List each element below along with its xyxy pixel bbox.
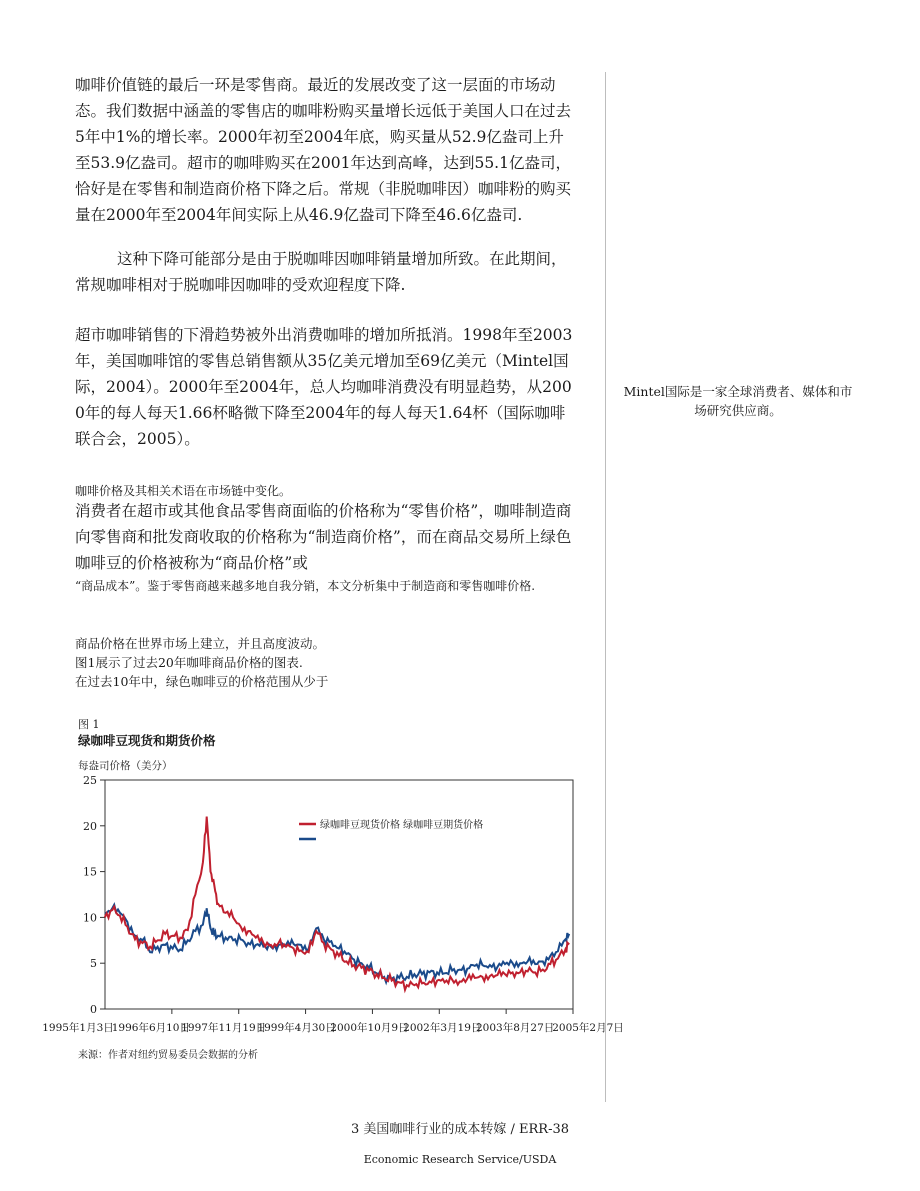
text-line: 图1展示了过去20年咖啡商品价格的图表.: [75, 655, 303, 670]
paragraph-decaf: 这种下降可能部分是由于脱咖啡因咖啡销量增加所致。在此期间，常规咖啡相对于脱咖啡因咖啡的受欢迎程度下降.: [75, 250, 567, 294]
y-tick-label: 5: [90, 957, 97, 971]
text-line: 在过去10年中，绿色咖啡豆的价格范围从少于: [75, 674, 329, 689]
x-tick-label: 1996年6月10日: [111, 1022, 190, 1034]
y-tick-label: 25: [83, 774, 97, 787]
x-tick-label: 2000年10月9日: [330, 1022, 409, 1034]
paragraph-away-from-home: 超市咖啡销售的下滑趋势被外出消费咖啡的增加所抵消。1998年至2003年，美国咖啡馆的零售总销售额从35亿美元增加至69亿美元（Mintel国际，2004）。2000年至2004年，总人均咖啡消费没有明显趋势，从2000年的每人每天1.66杯略微下降至2004年的每人每天1.64杯（国际咖啡联合会，2005）。: [75, 326, 573, 448]
x-tick-label: 2005年2月7日: [552, 1022, 624, 1034]
figure-title: 绿咖啡豆现货和期货价格: [78, 733, 216, 748]
text-line: 商品价格在世界市场上建立，并且高度波动。: [75, 636, 326, 651]
paragraph-commodity-price: [75, 634, 545, 691]
paragraph-price-terms: 消费者在超市或其他食品零售商面临的价格称为“零售价格”，咖啡制造商向零售商和批发商收取的价格称为“制造商价格”，而在商品交易所上绿色咖啡豆的价格被称为“商品价格”或: [75, 502, 572, 572]
y-tick-label: 20: [83, 819, 97, 833]
x-tick-label: 1999年4月30日: [257, 1022, 336, 1034]
sidenote-mintel: Mintel国际是一家全球消费者、媒体和市场研究供应商。: [623, 384, 853, 418]
paragraph-price-terms-lead: 咖啡价格及其相关术语在市场链中变化。: [75, 484, 292, 498]
x-tick-label: 2002年3月19日: [403, 1022, 482, 1034]
paragraph-retail: 咖啡价值链的最后一环是零售商。最近的发展改变了这一层面的市场动态。我们数据中涵盖的零售店的咖啡粉购买量增长远低于美国人口在过去5年中1%的增长率。2000年初至2004年底，购买量从52.9亿盎司上升至53.9亿盎司。超市的咖啡购买在2001年达到高峰，达到55.1亿盎司，恰好是在零售和制造商价格下降之后。常规（非脱咖啡因）咖啡粉的购买量在2000年至2004年间实际上从46.9亿盎司下降至46.6亿盎司.: [75, 76, 572, 224]
chart-series: [105, 817, 569, 990]
paragraph-commodity-cost: “商品成本”。鉴于零售商越来越多地自我分销，本文分析集中于制造商和零售咖啡价格.: [75, 579, 536, 593]
y-tick-label: 0: [90, 1003, 97, 1016]
chart-y-axis-label: 每盎司价格（美分）: [78, 760, 173, 772]
price-chart: [42, 772, 730, 1042]
y-tick-label: 10: [83, 911, 97, 925]
x-tick-label: 1995年1月3日: [42, 1022, 114, 1034]
figure-source: 来源：作者对纽约贸易委员会数据的分析: [78, 1050, 258, 1061]
x-tick-label: 2003年8月27日: [476, 1022, 555, 1034]
footer-page-title: 3 美国咖啡行业的成本转嫁 / ERR-38: [350, 1122, 570, 1137]
footer-organization: Economic Research Service/USDA: [363, 1153, 557, 1166]
x-tick-label: 1997年11月19日: [181, 1022, 267, 1034]
chart-legend: [299, 818, 483, 839]
figure-label: 图 1: [78, 718, 100, 731]
y-tick-label: 15: [83, 865, 97, 879]
chart-axes: [42, 774, 624, 1034]
legend-label: 绿咖啡豆现货价格 绿咖啡豆期货价格: [320, 820, 484, 831]
